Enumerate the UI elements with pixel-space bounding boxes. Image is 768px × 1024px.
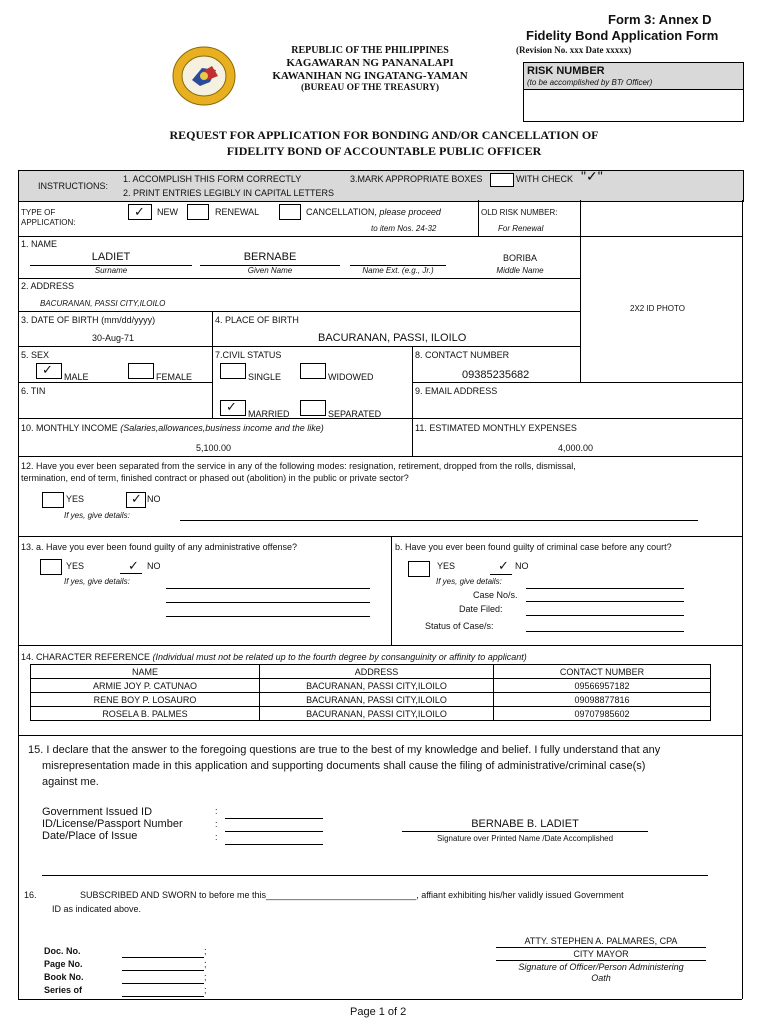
widowed-label: WIDOWED xyxy=(328,372,374,382)
middle-name-caption: Middle Name xyxy=(496,266,544,275)
bureau-filipino-line: KAWANIHAN NG INGATANG-YAMAN xyxy=(272,70,468,82)
contact-label: 8. CONTACT NUMBER xyxy=(415,350,510,360)
cancellation-note: please proceed xyxy=(379,207,441,217)
doc-no-label: Doc. No. xyxy=(44,946,81,956)
renewal-label: RENEWAL xyxy=(215,207,260,217)
case-no-label: Case No/s. xyxy=(473,590,518,600)
name-label: 1. NAME xyxy=(21,239,58,249)
q13a-no-label: NO xyxy=(147,561,161,571)
ref-header-contact: CONTACT NUMBER xyxy=(494,665,711,679)
table-row xyxy=(31,707,711,721)
q12-no-label: NO xyxy=(147,494,161,504)
cancellation-text: CANCELLATION, xyxy=(306,207,377,217)
title-line-2: FIDELITY BOND OF ACCOUNTABLE PUBLIC OFFICER xyxy=(226,144,542,158)
instruction-1: 1. ACCOMPLISH THIS FORM CORRECTLY xyxy=(123,174,302,184)
ref-address[interactable]: BACURANAN, PASSI CITY,ILOILO xyxy=(260,693,494,707)
income-note: (Salaries,allowances,business income and the like) xyxy=(120,423,324,433)
ref-address[interactable]: BACURANAN, PASSI CITY,ILOILO xyxy=(260,707,494,721)
expenses-label: 11. ESTIMATED MONTHLY EXPENSES xyxy=(415,423,577,433)
q13a-yes-checkbox[interactable] xyxy=(40,559,62,575)
address-value[interactable]: BACURANAN, PASSI CITY,ILOILO xyxy=(40,299,166,308)
ref-contact[interactable]: 09566957182 xyxy=(494,679,711,693)
ref-contact[interactable]: 09707985602 xyxy=(494,707,711,721)
q14-note: (Individual must not be related up to the fourth degree by consanguinity or affinity to applicant) xyxy=(152,652,527,662)
q13b-no-check-mark: ✓ xyxy=(498,558,509,573)
separated-checkbox[interactable] xyxy=(300,400,326,416)
instruction-3: 3.MARK APPROPRIATE BOXES xyxy=(350,174,483,184)
surname-caption: Surname xyxy=(94,266,128,275)
instructions-label: INSTRUCTIONS: xyxy=(38,181,109,191)
email-label: 9. EMAIL ADDRESS xyxy=(415,386,498,396)
q13a-text: 13. a. Have you ever been found guilty of any administrative offense? xyxy=(21,542,298,552)
middle-name-value[interactable]: BORIBA xyxy=(502,253,537,263)
signer-name[interactable]: BERNABE B. LADIET xyxy=(471,818,579,830)
single-label: SINGLE xyxy=(248,372,282,382)
character-reference-table xyxy=(30,664,711,721)
female-label: FEMALE xyxy=(156,372,193,382)
cancellation-note-2: to item Nos. 24-32 xyxy=(371,224,437,233)
risk-number-note: (to be accomplished by BTr Officer) xyxy=(527,78,653,87)
instruction-3b: WITH CHECK xyxy=(516,174,573,184)
gov-id-label: Government Issued ID xyxy=(42,806,153,818)
q12-text-1: 12. Have you ever been separated from the service in any of the following modes: resignation, retirement, dropped from the rolls, dismissal, xyxy=(21,461,576,471)
female-checkbox[interactable] xyxy=(128,363,154,379)
separated-label: SEPARATED xyxy=(328,409,382,419)
sample-checkbox xyxy=(490,173,514,187)
officer-title: CITY MAYOR xyxy=(573,949,629,959)
ref-name[interactable]: RENE BOY P. LOSAURO xyxy=(31,693,260,707)
dob-label: 3. DATE OF BIRTH (mm/dd/yyyy) xyxy=(21,315,156,325)
check-sample: "✓" xyxy=(581,168,603,184)
renewal-checkbox[interactable] xyxy=(187,204,209,220)
income-label xyxy=(21,423,324,433)
q13b-text: b. Have you ever been found guilty of criminal case before any court? xyxy=(395,542,672,552)
risk-number-label: RISK NUMBER xyxy=(527,65,605,77)
tin-label: 6. TIN xyxy=(21,386,46,396)
instruction-2: 2. PRINT ENTRIES LEGIBLY IN CAPITAL LETTERS xyxy=(123,188,335,198)
widowed-checkbox[interactable] xyxy=(300,363,326,379)
contact-value[interactable]: 09385235682 xyxy=(462,369,530,381)
q13b-yes-checkbox[interactable] xyxy=(408,561,430,577)
q13b-yes-label: YES xyxy=(437,561,456,571)
new-label: NEW xyxy=(157,207,178,217)
ref-name[interactable]: ROSELA B. PALMES xyxy=(31,707,260,721)
q13b-no-label: NO xyxy=(515,561,529,571)
q12-yes-checkbox[interactable] xyxy=(42,492,64,508)
surname-value[interactable]: LADIET xyxy=(91,251,131,263)
new-check-mark: ✓ xyxy=(134,204,145,219)
date-place-label: Date/Place of Issue xyxy=(42,830,138,842)
type-label-2: APPLICATION: xyxy=(21,218,76,227)
officer-caption-1: Signature of Officer/Person Administering xyxy=(518,962,684,972)
q16-number: 16. xyxy=(24,890,37,900)
ref-contact[interactable]: 09098877816 xyxy=(494,693,711,707)
income-label-text: 10. MONTHLY INCOME xyxy=(21,423,118,433)
name-ext-caption: Name Ext. (e.g., Jr.) xyxy=(362,266,434,275)
q12-no-check-mark: ✓ xyxy=(131,491,142,506)
id-photo-label: 2X2 ID PHOTO xyxy=(630,304,685,313)
sex-label: 5. SEX xyxy=(21,350,50,360)
book-no-label: Book No. xyxy=(44,972,84,982)
page-number: Page 1 of 2 xyxy=(350,1006,407,1018)
series-label: Series of xyxy=(44,985,83,995)
old-risk-label: OLD RISK NUMBER: xyxy=(481,208,558,217)
ref-name[interactable]: ARMIE JOY P. CATUNAO xyxy=(31,679,260,693)
income-value[interactable]: 5,100.00 xyxy=(196,443,232,453)
department-line: KAGAWARAN NG PANANALAPI xyxy=(286,57,454,69)
dob-value[interactable]: 30-Aug-71 xyxy=(92,333,135,343)
table-row xyxy=(31,693,711,707)
risk-number-box xyxy=(523,62,744,122)
expenses-value[interactable]: 4,000.00 xyxy=(558,443,594,453)
ref-header-address: ADDRESS xyxy=(260,665,494,679)
q13a-no-check-mark: ✓ xyxy=(128,558,139,573)
q12-text-2: termination, end of term, finished contract or phased out (abolition) in the public or private sector? xyxy=(21,473,409,483)
male-label: MALE xyxy=(64,372,89,382)
q13b-details-label: If yes, give details: xyxy=(436,577,502,586)
given-name-value[interactable]: BERNABE xyxy=(243,251,297,263)
married-label: MARRIED xyxy=(248,409,290,419)
ref-address[interactable]: BACURANAN, PASSI CITY,ILOILO xyxy=(260,679,494,693)
form-number: Form 3: Annex D xyxy=(608,12,712,27)
form-name: Fidelity Bond Application Form xyxy=(526,28,719,43)
q15-text-1: 15. I declare that the answer to the foregoing questions are true to the best of my knowledge and belief. I fully understand that any xyxy=(28,744,661,756)
single-checkbox[interactable] xyxy=(220,363,246,379)
id-license-label: ID/License/Passport Number xyxy=(42,818,183,830)
q15-text-2: misrepresentation made in this application and supporting documents shall cause the filing of administrative/criminal case(s) xyxy=(42,760,646,772)
page-no-label: Page No. xyxy=(44,959,83,969)
revision: (Revision No. xxx Date xxxxx) xyxy=(516,45,632,55)
signature-caption: Signature over Printed Name /Date Accomplished xyxy=(436,834,614,843)
bureau-english-line: (BUREAU OF THE TREASURY) xyxy=(300,83,440,93)
date-filed-label: Date Filed: xyxy=(459,604,503,614)
address-label: 2. ADDRESS xyxy=(21,281,75,291)
married-check-mark: ✓ xyxy=(226,399,237,414)
q13a-yes-label: YES xyxy=(66,561,85,571)
ref-header-name: NAME xyxy=(31,665,260,679)
q16-text-1: SUBSCRIBED AND SWORN to before me this______________________________, affiant exhibiting his/her validly issued Government xyxy=(80,890,624,900)
officer-name: ATTY. STEPHEN A. PALMARES, CPA xyxy=(524,936,678,946)
republic-line: REPUBLIC OF THE PHILIPPINES xyxy=(291,45,449,56)
q12-yes-label: YES xyxy=(66,494,85,504)
q14-label xyxy=(21,652,527,662)
civil-status-label: 7.CIVIL STATUS xyxy=(215,350,282,360)
q13a-details-label: If yes, give details: xyxy=(64,577,130,586)
q15-text-3: against me. xyxy=(42,776,99,788)
case-status-label: Status of Case/s: xyxy=(425,621,494,631)
pob-value[interactable]: BACURANAN, PASSI, ILOILO xyxy=(318,332,467,344)
pob-label: 4. PLACE OF BIRTH xyxy=(215,315,299,325)
treasury-seal xyxy=(172,46,236,106)
cancellation-checkbox[interactable] xyxy=(279,204,301,220)
type-label-1: TYPE OF xyxy=(21,208,56,217)
q14-label-text: 14. CHARACTER REFERENCE xyxy=(21,652,151,662)
for-renewal: For Renewal xyxy=(498,224,544,233)
officer-caption-2: Oath xyxy=(591,973,611,983)
q16-text-2: ID as indicated above. xyxy=(52,904,142,914)
table-row xyxy=(31,679,711,693)
given-name-caption: Given Name xyxy=(247,266,293,275)
male-check-mark: ✓ xyxy=(42,362,53,377)
title-line-1: REQUEST FOR APPLICATION FOR BONDING AND/OR CANCELLATION OF xyxy=(169,128,599,142)
cancellation-label xyxy=(306,207,441,217)
q12-details-label: If yes, give details: xyxy=(64,511,130,520)
